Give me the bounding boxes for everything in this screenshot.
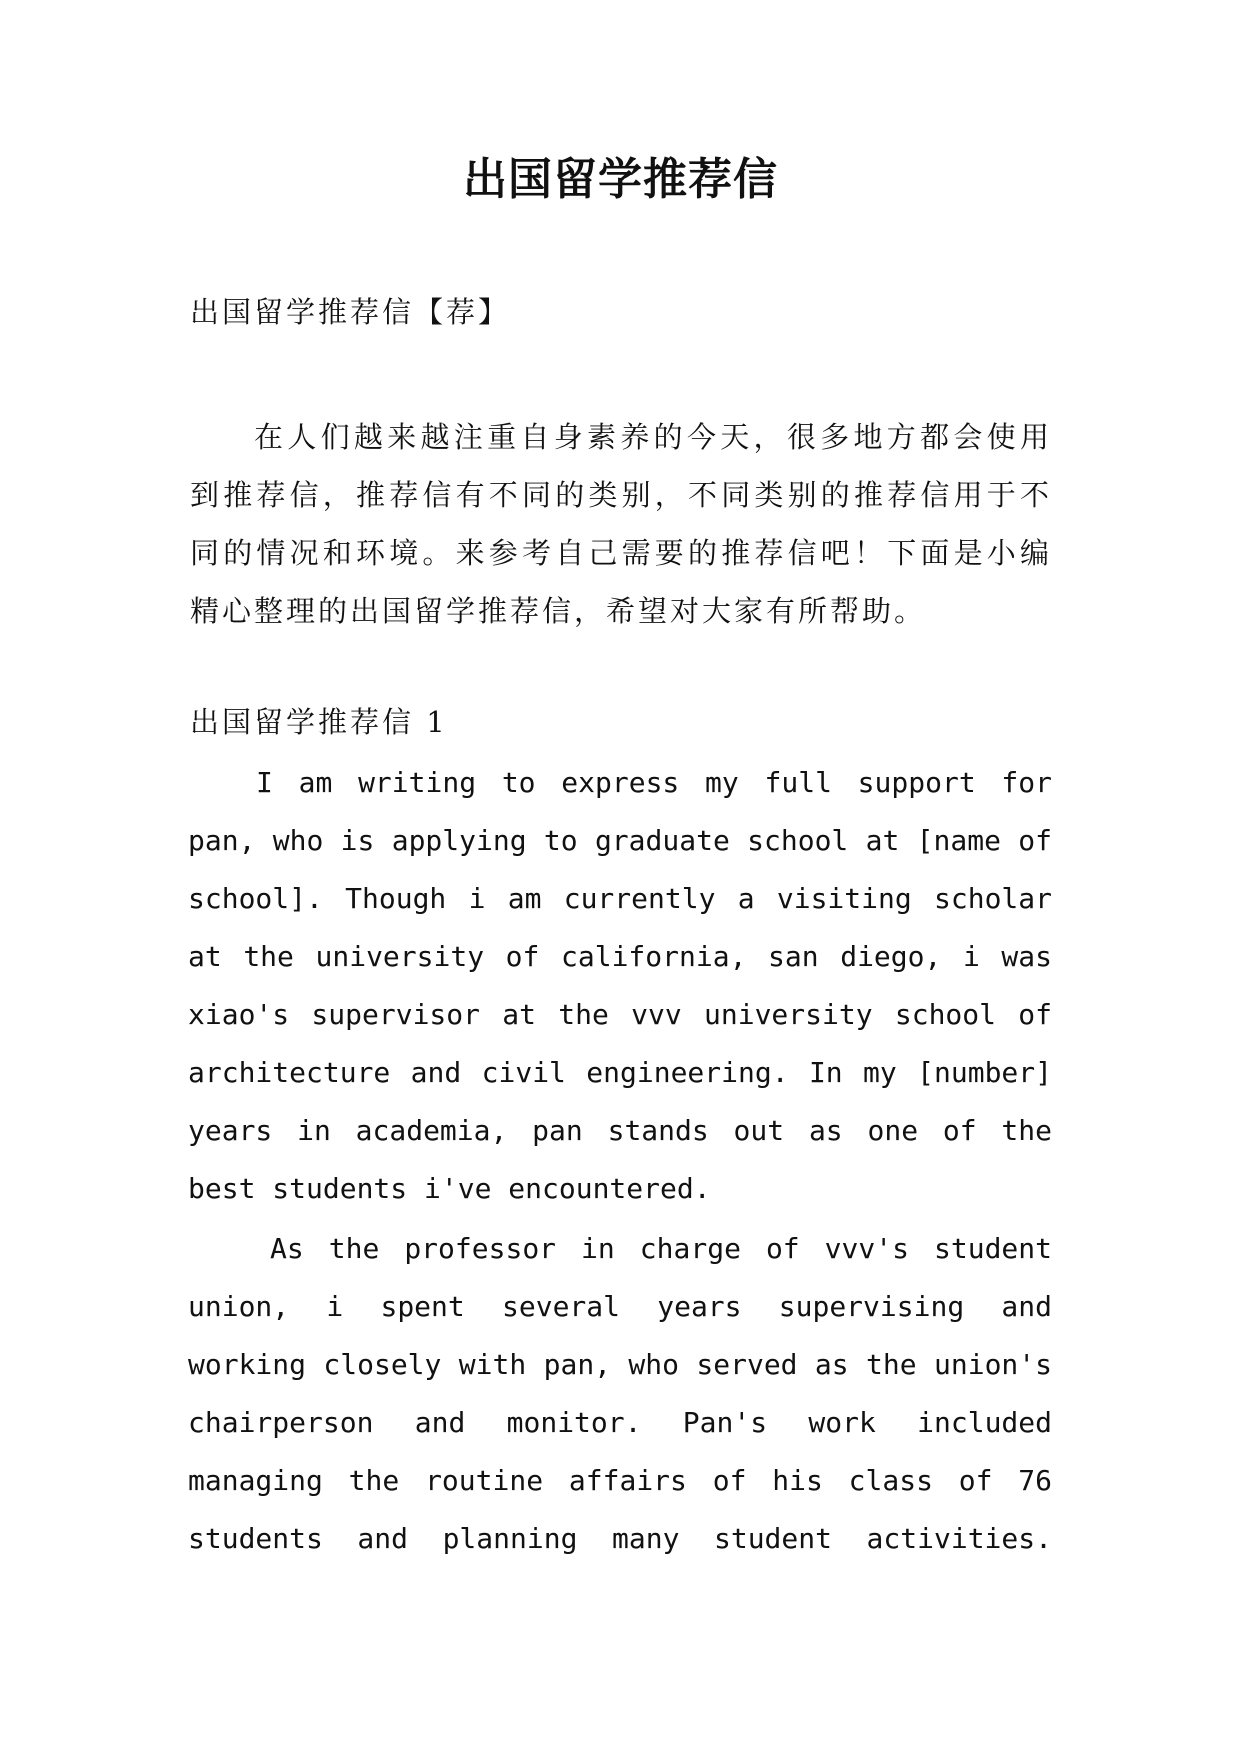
- letter-paragraph-1: I am writing to express my full support for pan, who is applying to graduate school at [name of school]. Though i am currently a visiting scholar at the university of california, san diego, i was xiao's supervisor at the vvv university school of architecture and civil engineering. In my [number] years in academia, pan stands out as one of the best students i've encountered.: [188, 766, 1052, 1205]
- section-heading: 出国留学推荐信 1: [190, 705, 448, 739]
- document-title: 出国留学推荐信: [463, 154, 778, 205]
- intro-paragraph: 在人们越来越注重自身素养的今天，很多地方都会使用到推荐信，推荐信有不同的类别，不同类别的推荐信用于不同的情况和环境。来参考自己需要的推荐信吧！下面是小编精心整理的出国留学推荐信，希望对大家有所帮助。: [190, 420, 1052, 628]
- letter-paragraph-2: As the professor in charge of vvv's student union, i spent several years supervising and working closely with pan, who served as the union's chairperson and monitor. Pan's work included managing the routine affairs of his class of 76 students and planning many student activities.: [188, 1232, 1052, 1555]
- document-subtitle: 出国留学推荐信【荐】: [190, 295, 511, 329]
